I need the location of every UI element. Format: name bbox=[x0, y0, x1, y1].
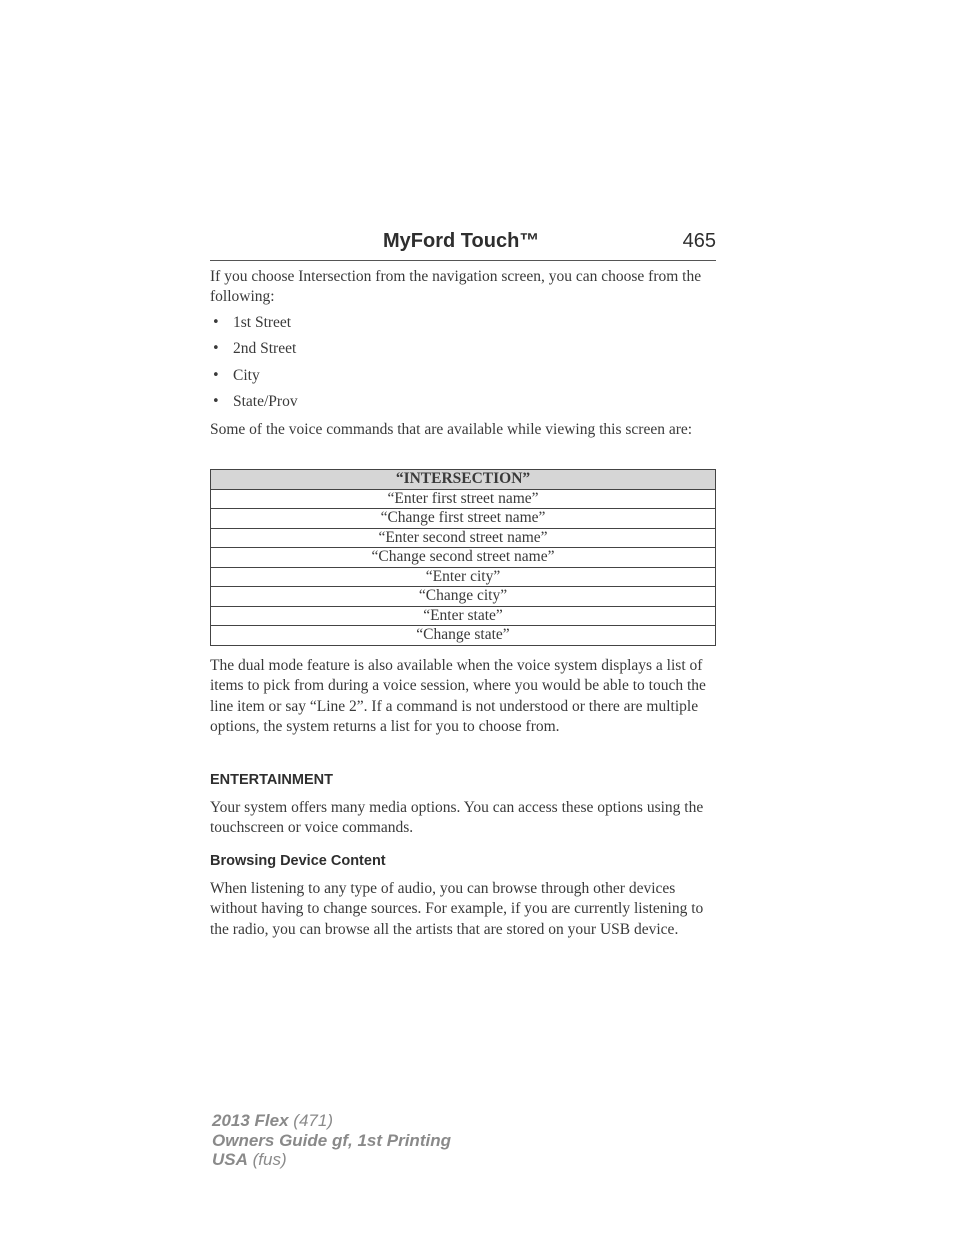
page-number: 465 bbox=[682, 230, 716, 252]
browsing-paragraph: When listening to any type of audio, you can browse through other devices without having to change sources. For example, if you are currently listening to the radio, you can browse all the artists that are stored on your USB device. bbox=[210, 880, 704, 938]
table-row bbox=[211, 626, 716, 646]
entertainment-paragraph: Your system offers many media options. You can access these options using the touchscreen or voice commands. bbox=[210, 799, 704, 837]
table-header: “INTERSECTION” bbox=[211, 470, 716, 490]
list-item bbox=[210, 313, 716, 339]
list-item-label: City bbox=[233, 366, 260, 384]
table-cell: “Enter state” bbox=[211, 606, 716, 626]
entertainment-heading: ENTERTAINMENT bbox=[210, 772, 333, 788]
list-item-label: State/Prov bbox=[233, 393, 298, 411]
footer-line-guide: Owners Guide gf, 1st Printing bbox=[212, 1130, 451, 1150]
intersection-field-list bbox=[210, 313, 716, 419]
table-cell: “Change state” bbox=[211, 626, 716, 646]
table-row bbox=[211, 548, 716, 568]
table-cell: “Change second street name” bbox=[211, 548, 716, 568]
bullet-icon: • bbox=[212, 367, 220, 383]
page-footer bbox=[212, 1111, 451, 1170]
bullet-icon: • bbox=[212, 394, 220, 410]
footer-line-market: USA (fus) bbox=[212, 1150, 287, 1169]
browsing-heading: Browsing Device Content bbox=[210, 853, 386, 869]
table-row bbox=[211, 587, 716, 607]
table-row bbox=[211, 606, 716, 626]
table-cell: “Enter city” bbox=[211, 567, 716, 587]
table-cell: “Enter second street name” bbox=[211, 528, 716, 548]
bullet-icon: • bbox=[212, 315, 220, 330]
list-item bbox=[210, 366, 716, 392]
voice-commands-intro: Some of the voice commands that are available while viewing this screen are: bbox=[210, 421, 693, 438]
intro-paragraph: If you choose Intersection from the navigation screen, you can choose from the following: bbox=[210, 268, 702, 306]
list-item bbox=[210, 339, 716, 365]
table-row bbox=[211, 489, 716, 509]
dual-mode-paragraph: The dual mode feature is also available when the voice system displays a list of items to pick from during a voice session, where you would be able to touch the line item or say “Line 2”. If a command is not understood or there are multiple options, the system returns a list for you to choose from. bbox=[210, 657, 706, 735]
voice-commands-table bbox=[210, 469, 716, 646]
page-title: MyFord Touch™ bbox=[383, 230, 540, 252]
table-cell: “Change city” bbox=[211, 587, 716, 607]
page-header bbox=[210, 226, 716, 261]
table-cell: “Change first street name” bbox=[211, 509, 716, 529]
footer-line-model: 2013 Flex (471) bbox=[212, 1111, 333, 1130]
table-row bbox=[211, 567, 716, 587]
bullet-icon: • bbox=[212, 341, 220, 357]
table-row bbox=[211, 528, 716, 548]
table-row bbox=[211, 509, 716, 529]
table-header-row bbox=[211, 470, 716, 490]
list-item-label: 1st Street bbox=[233, 314, 292, 331]
table-cell: “Enter first street name” bbox=[211, 489, 716, 509]
list-item bbox=[210, 392, 716, 418]
list-item-label: 2nd Street bbox=[233, 340, 297, 358]
